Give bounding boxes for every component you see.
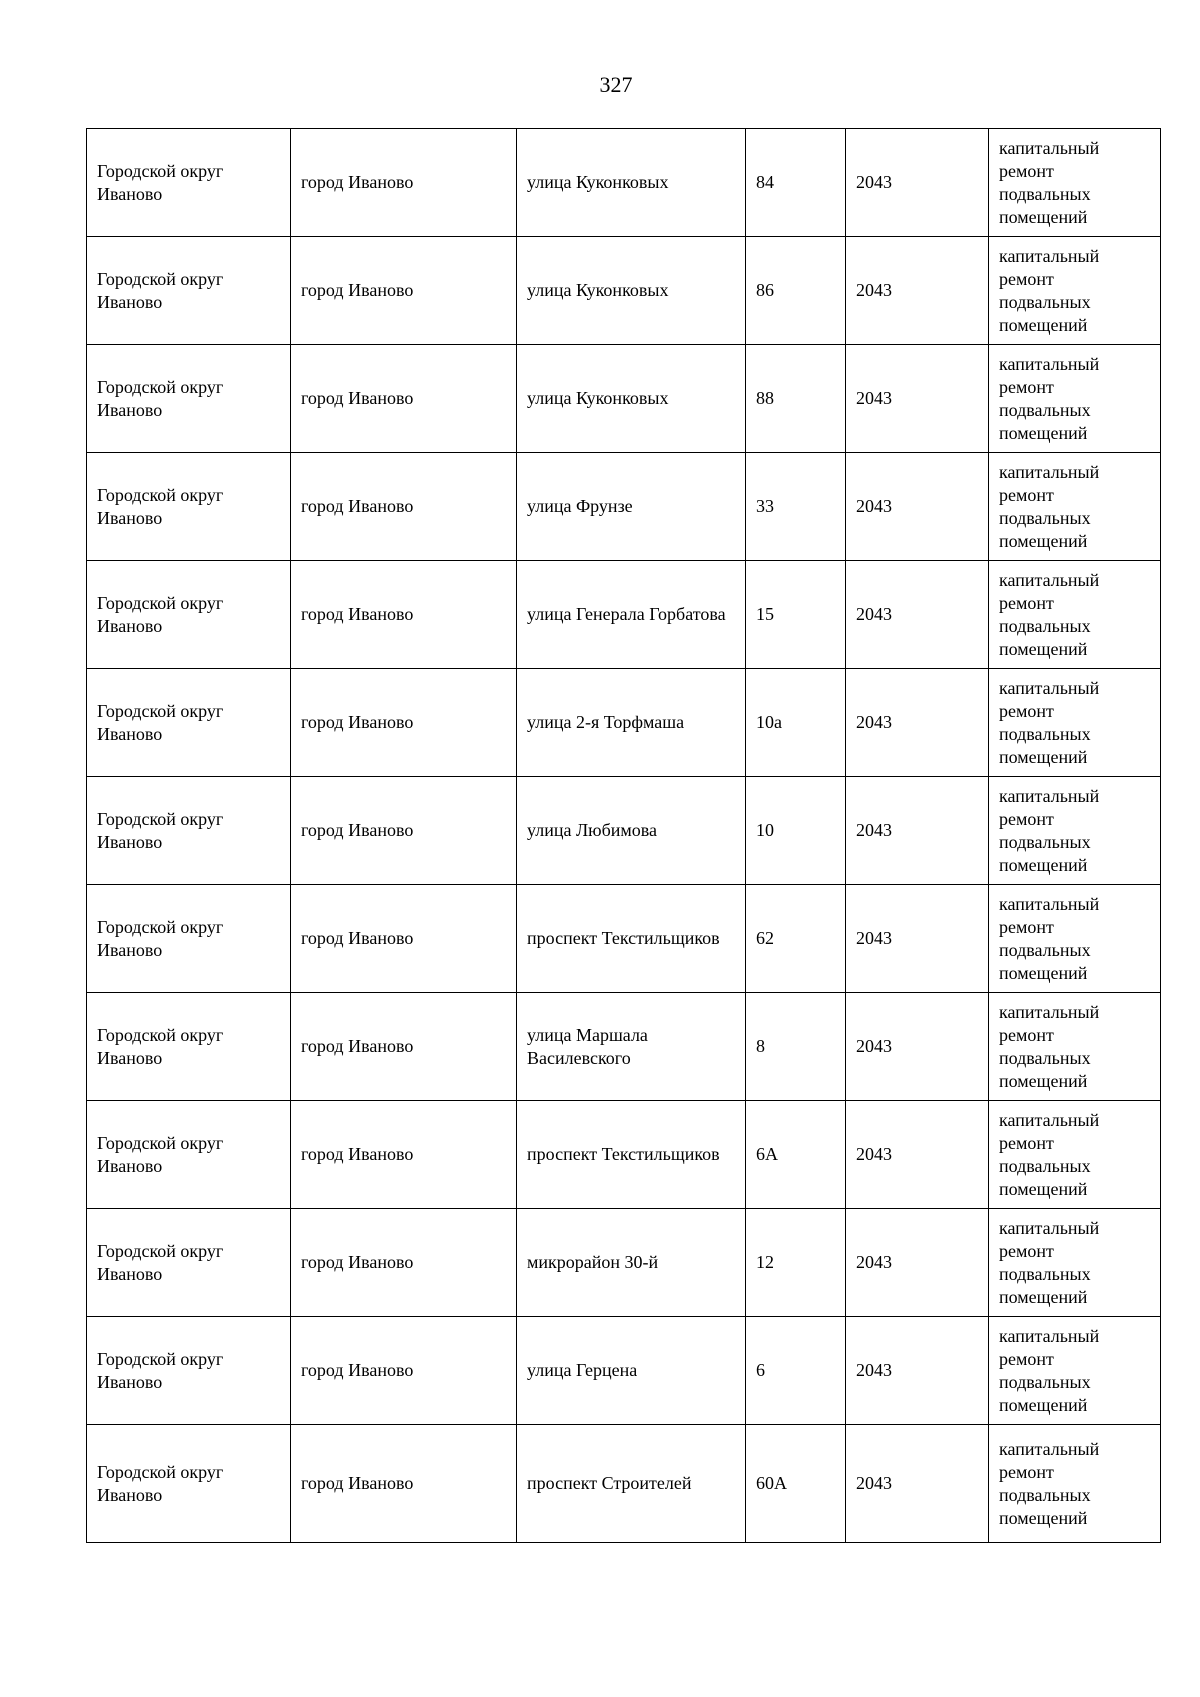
year-cell-text: 2043: [856, 1252, 892, 1272]
year-cell-text: 2043: [856, 1473, 892, 1493]
municipality-cell: [87, 777, 291, 885]
settlement-cell-text: город Иваново: [301, 604, 414, 624]
municipality-cell-text: Городской округ Иваново: [97, 700, 224, 744]
street-cell: [517, 453, 746, 561]
street-cell-text: улица Куконковых: [527, 388, 669, 408]
year-cell-text: 2043: [856, 820, 892, 840]
street-cell-text: улица Куконковых: [527, 280, 669, 300]
settlement-cell: [291, 1209, 517, 1317]
street-cell: [517, 993, 746, 1101]
house-number-cell: [746, 777, 846, 885]
settlement-cell: [291, 885, 517, 993]
house-number-cell-text: 88: [756, 388, 774, 408]
work-type-cell: [989, 669, 1161, 777]
settlement-cell-text: город Иваново: [301, 820, 414, 840]
municipality-cell-text: Городской округ Иваново: [97, 484, 224, 528]
house-number-cell: [746, 561, 846, 669]
municipality-cell-text: Городской округ Иваново: [97, 916, 224, 960]
work-type-cell: [989, 1425, 1161, 1543]
settlement-cell-text: город Иваново: [301, 496, 414, 516]
table: [86, 128, 1161, 1543]
settlement-cell: [291, 1425, 517, 1543]
work-type-cell: [989, 561, 1161, 669]
municipality-cell: [87, 993, 291, 1101]
street-cell-text: улица Маршала Василевского: [527, 1024, 648, 1068]
street-cell-text: улица Куконковых: [527, 172, 669, 192]
year-cell: [846, 1101, 989, 1209]
house-number-cell-text: 84: [756, 172, 774, 192]
table-row: [87, 1425, 1161, 1543]
settlement-cell: [291, 1317, 517, 1425]
settlement-cell: [291, 345, 517, 453]
year-cell: [846, 345, 989, 453]
work-type-cell: [989, 1209, 1161, 1317]
house-number-cell: [746, 1425, 846, 1543]
street-cell-text: проспект Текстильщиков: [527, 928, 720, 948]
municipality-cell: [87, 237, 291, 345]
year-cell-text: 2043: [856, 280, 892, 300]
street-cell-text: микрорайон 30-й: [527, 1252, 659, 1272]
year-cell-text: 2043: [856, 1036, 892, 1056]
municipality-cell-text: Городской округ Иваново: [97, 376, 224, 420]
year-cell: [846, 129, 989, 237]
settlement-cell-text: город Иваново: [301, 1252, 414, 1272]
municipality-cell-text: Городской округ Иваново: [97, 592, 224, 636]
street-cell-text: проспект Текстильщиков: [527, 1144, 720, 1164]
work-type-cell: [989, 993, 1161, 1101]
work-type-cell: [989, 237, 1161, 345]
street-cell-text: проспект Строителей: [527, 1473, 692, 1493]
street-cell: [517, 1209, 746, 1317]
municipality-cell-text: Городской округ Иваново: [97, 1132, 224, 1176]
house-number-cell: [746, 345, 846, 453]
year-cell: [846, 1425, 989, 1543]
settlement-cell-text: город Иваново: [301, 388, 414, 408]
work-type-cell-text: капитальный ремонт подвальных помещений: [999, 677, 1100, 767]
settlement-cell: [291, 1101, 517, 1209]
municipality-cell: [87, 561, 291, 669]
work-type-cell-text: капитальный ремонт подвальных помещений: [999, 785, 1100, 875]
municipality-cell-text: Городской округ Иваново: [97, 160, 224, 204]
settlement-cell: [291, 453, 517, 561]
work-type-cell-text: капитальный ремонт подвальных помещений: [999, 245, 1100, 335]
repair-schedule-table: [86, 128, 1160, 1543]
house-number-cell-text: 33: [756, 496, 774, 516]
municipality-cell-text: Городской округ Иваново: [97, 1024, 224, 1068]
house-number-cell: [746, 1101, 846, 1209]
year-cell-text: 2043: [856, 1144, 892, 1164]
year-cell: [846, 669, 989, 777]
house-number-cell: [746, 453, 846, 561]
table-row: [87, 453, 1161, 561]
table-row: [87, 669, 1161, 777]
street-cell: [517, 669, 746, 777]
street-cell-text: улица Генерала Горбатова: [527, 604, 726, 624]
year-cell-text: 2043: [856, 604, 892, 624]
house-number-cell-text: 86: [756, 280, 774, 300]
street-cell-text: улица 2-я Торфмаша: [527, 712, 685, 732]
settlement-cell-text: город Иваново: [301, 1144, 414, 1164]
work-type-cell-text: капитальный ремонт подвальных помещений: [999, 1217, 1100, 1307]
settlement-cell-text: город Иваново: [301, 172, 414, 192]
house-number-cell-text: 62: [756, 928, 774, 948]
work-type-cell-text: капитальный ремонт подвальных помещений: [999, 569, 1100, 659]
work-type-cell: [989, 129, 1161, 237]
street-cell: [517, 561, 746, 669]
year-cell: [846, 453, 989, 561]
work-type-cell-text: капитальный ремонт подвальных помещений: [999, 1109, 1100, 1199]
street-cell: [517, 885, 746, 993]
table-row: [87, 885, 1161, 993]
table-row: [87, 129, 1161, 237]
municipality-cell: [87, 129, 291, 237]
year-cell-text: 2043: [856, 928, 892, 948]
house-number-cell: [746, 885, 846, 993]
year-cell: [846, 1209, 989, 1317]
street-cell: [517, 129, 746, 237]
settlement-cell: [291, 669, 517, 777]
table-row: [87, 993, 1161, 1101]
municipality-cell-text: Городской округ Иваново: [97, 268, 224, 312]
street-cell: [517, 777, 746, 885]
house-number-cell-text: 8: [756, 1036, 765, 1056]
municipality-cell: [87, 453, 291, 561]
house-number-cell-text: 10а: [756, 712, 782, 732]
table-row: [87, 1209, 1161, 1317]
house-number-cell: [746, 993, 846, 1101]
year-cell: [846, 777, 989, 885]
house-number-cell: [746, 669, 846, 777]
work-type-cell-text: капитальный ремонт подвальных помещений: [999, 137, 1100, 227]
house-number-cell: [746, 1317, 846, 1425]
work-type-cell-text: капитальный ремонт подвальных помещений: [999, 1325, 1100, 1415]
year-cell: [846, 1317, 989, 1425]
municipality-cell: [87, 345, 291, 453]
municipality-cell: [87, 1101, 291, 1209]
work-type-cell: [989, 885, 1161, 993]
house-number-cell-text: 15: [756, 604, 774, 624]
work-type-cell: [989, 1101, 1161, 1209]
municipality-cell-text: Городской округ Иваново: [97, 1348, 224, 1392]
street-cell-text: улица Герцена: [527, 1360, 638, 1380]
year-cell-text: 2043: [856, 388, 892, 408]
table-row: [87, 1317, 1161, 1425]
house-number-cell: [746, 129, 846, 237]
table-row: [87, 1101, 1161, 1209]
house-number-cell-text: 12: [756, 1252, 774, 1272]
settlement-cell: [291, 777, 517, 885]
settlement-cell: [291, 129, 517, 237]
year-cell-text: 2043: [856, 712, 892, 732]
year-cell-text: 2043: [856, 1360, 892, 1380]
street-cell: [517, 237, 746, 345]
year-cell: [846, 993, 989, 1101]
settlement-cell-text: город Иваново: [301, 1360, 414, 1380]
municipality-cell: [87, 669, 291, 777]
table-row: [87, 237, 1161, 345]
settlement-cell-text: город Иваново: [301, 928, 414, 948]
table-row: [87, 345, 1161, 453]
house-number-cell-text: 10: [756, 820, 774, 840]
work-type-cell-text: капитальный ремонт подвальных помещений: [999, 1001, 1100, 1091]
work-type-cell-text: капитальный ремонт подвальных помещений: [999, 893, 1100, 983]
settlement-cell: [291, 993, 517, 1101]
settlement-cell: [291, 237, 517, 345]
table-body: [87, 129, 1161, 1543]
work-type-cell: [989, 345, 1161, 453]
settlement-cell-text: город Иваново: [301, 280, 414, 300]
settlement-cell-text: город Иваново: [301, 712, 414, 732]
municipality-cell: [87, 1209, 291, 1317]
house-number-cell-text: 60А: [756, 1473, 787, 1493]
house-number-cell-text: 6: [756, 1360, 765, 1380]
house-number-cell: [746, 1209, 846, 1317]
table-row: [87, 561, 1161, 669]
municipality-cell: [87, 885, 291, 993]
street-cell: [517, 1425, 746, 1543]
municipality-cell-text: Городской округ Иваново: [97, 1461, 224, 1505]
municipality-cell: [87, 1317, 291, 1425]
page-number: 327: [599, 72, 633, 97]
work-type-cell-text: капитальный ремонт подвальных помещений: [999, 353, 1100, 443]
table-row: [87, 777, 1161, 885]
street-cell-text: улица Любимова: [527, 820, 658, 840]
year-cell: [846, 237, 989, 345]
settlement-cell: [291, 561, 517, 669]
work-type-cell: [989, 777, 1161, 885]
municipality-cell-text: Городской округ Иваново: [97, 808, 224, 852]
street-cell-text: улица Фрунзе: [527, 496, 633, 516]
municipality-cell: [87, 1425, 291, 1543]
street-cell: [517, 1101, 746, 1209]
settlement-cell-text: город Иваново: [301, 1036, 414, 1056]
year-cell: [846, 885, 989, 993]
municipality-cell-text: Городской округ Иваново: [97, 1240, 224, 1284]
work-type-cell-text: капитальный ремонт подвальных помещений: [999, 1438, 1100, 1528]
work-type-cell: [989, 453, 1161, 561]
house-number-cell-text: 6А: [756, 1144, 778, 1164]
street-cell: [517, 345, 746, 453]
year-cell: [846, 561, 989, 669]
settlement-cell-text: город Иваново: [301, 1473, 414, 1493]
year-cell-text: 2043: [856, 496, 892, 516]
house-number-cell: [746, 237, 846, 345]
work-type-cell: [989, 1317, 1161, 1425]
street-cell: [517, 1317, 746, 1425]
year-cell-text: 2043: [856, 172, 892, 192]
work-type-cell-text: капитальный ремонт подвальных помещений: [999, 461, 1100, 551]
